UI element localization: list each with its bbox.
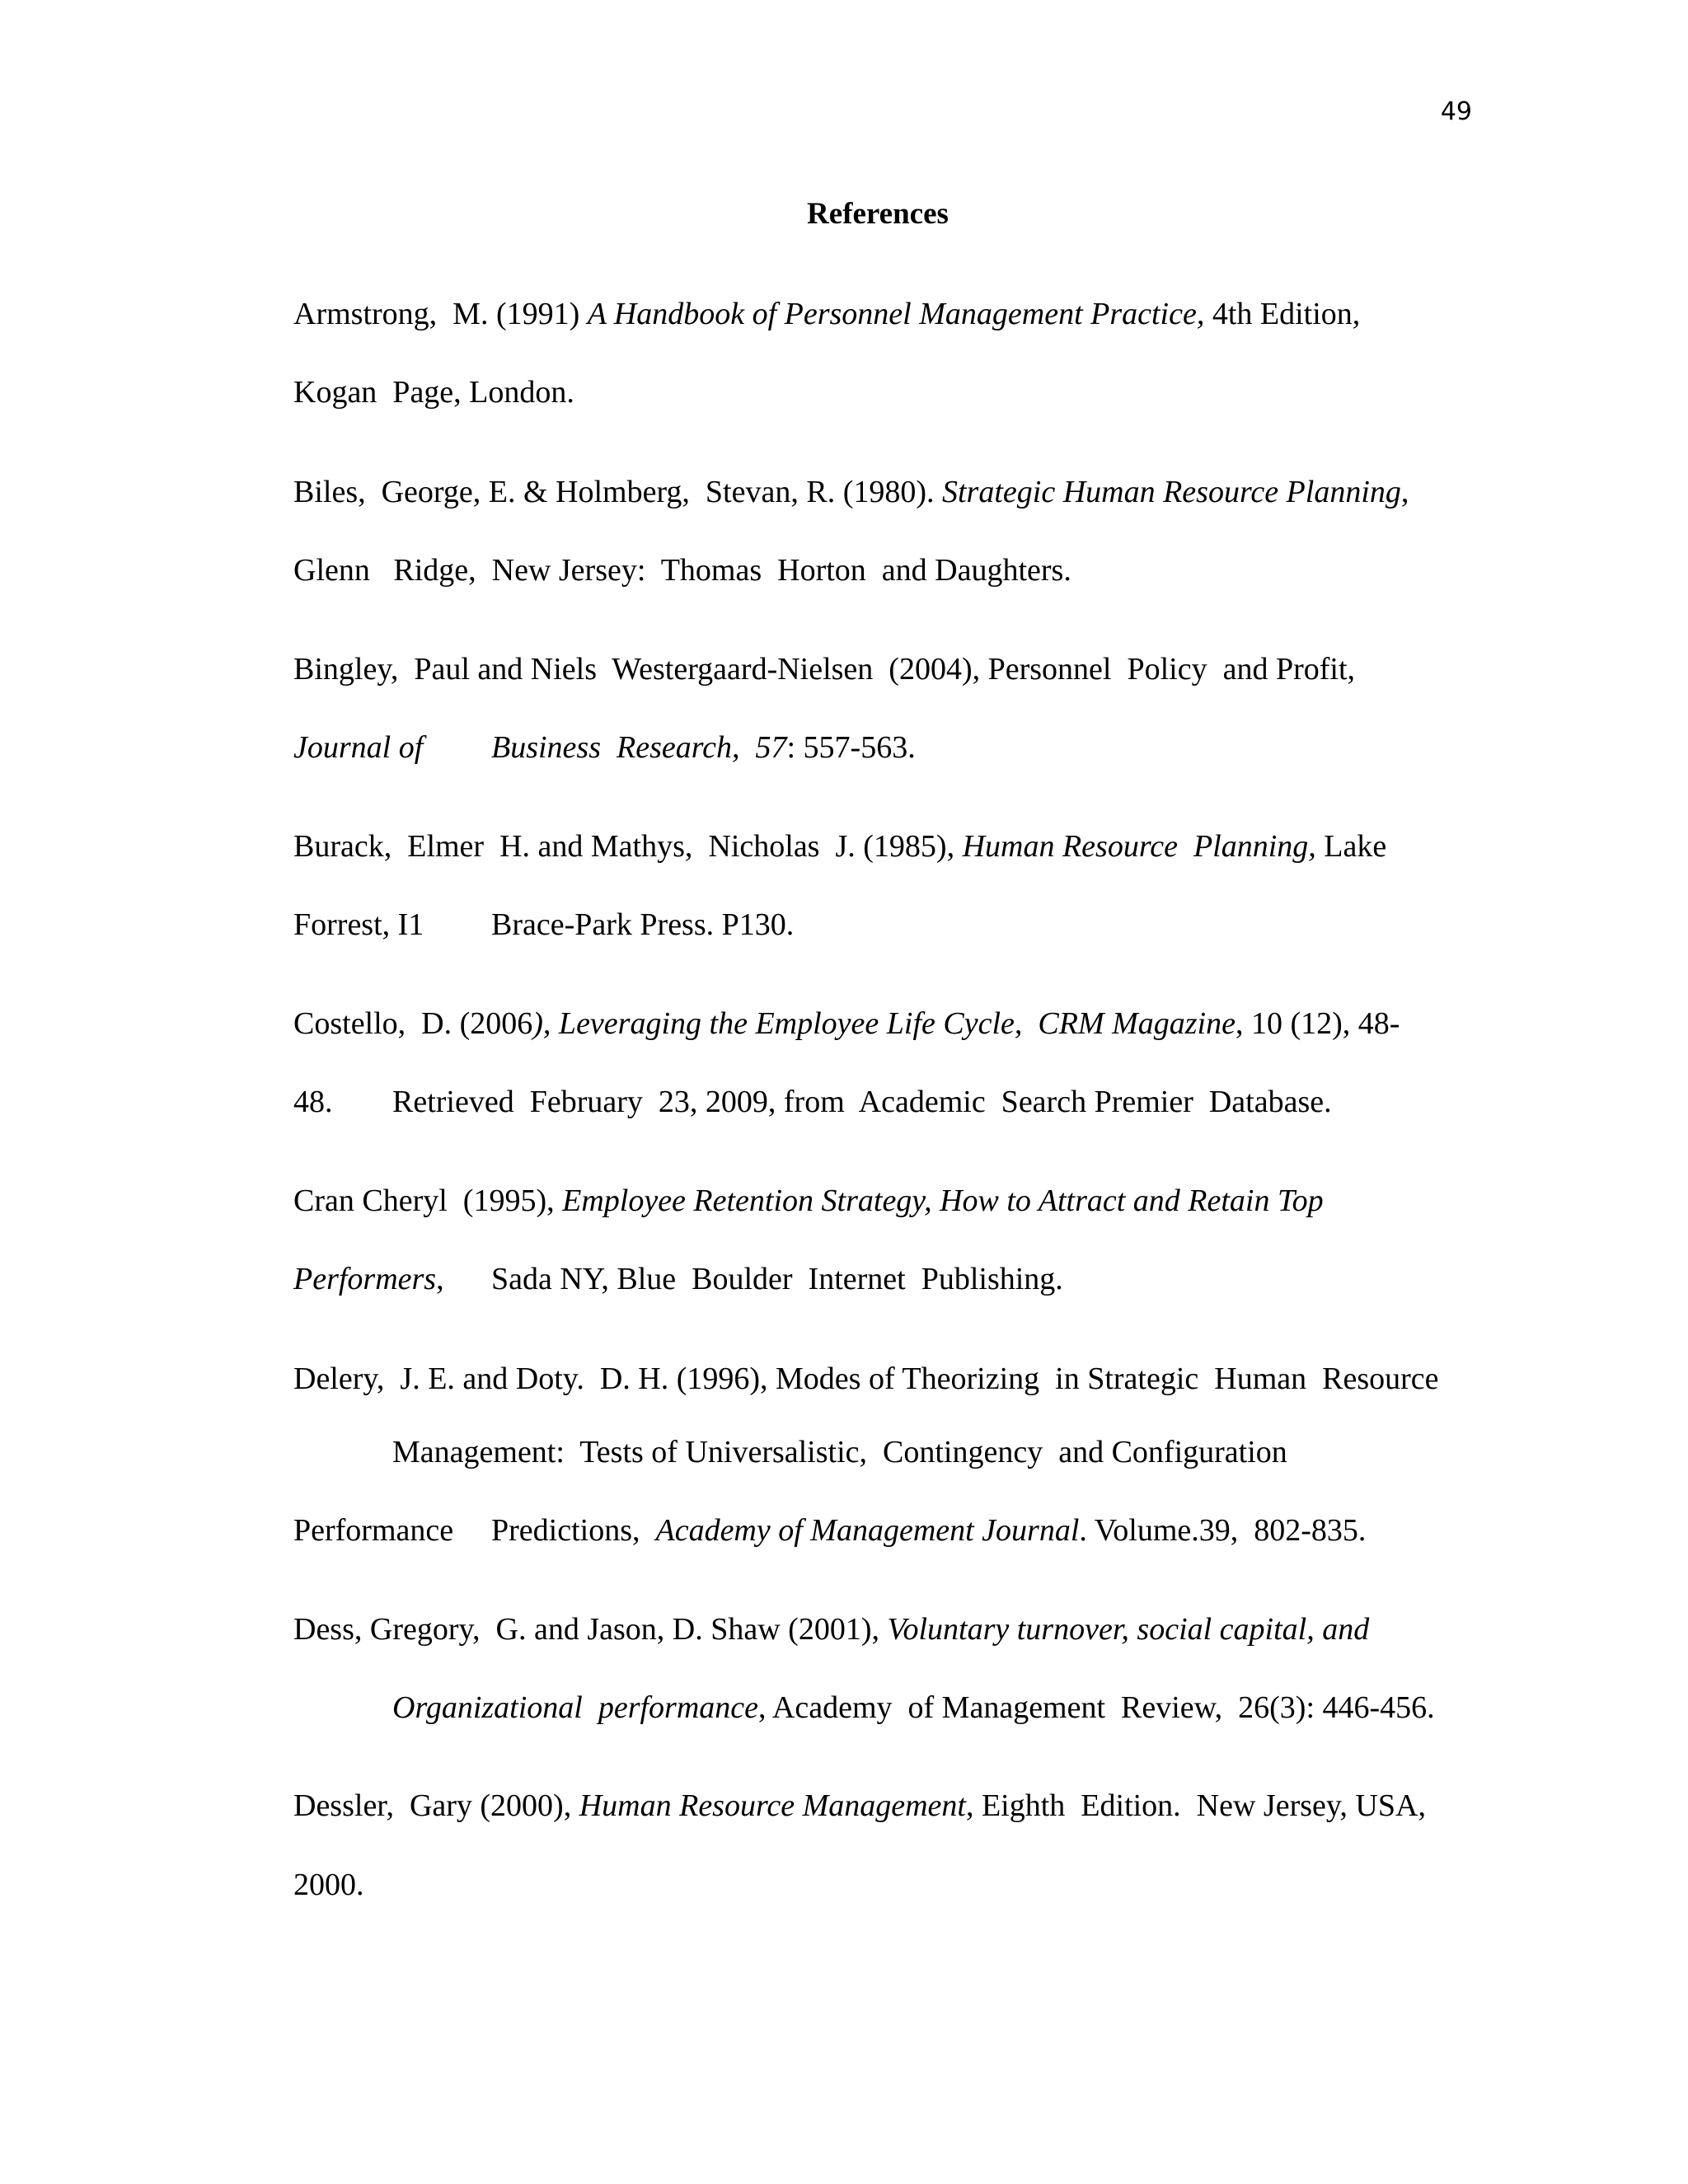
reference-text: Costello, D. (2006 bbox=[293, 1006, 533, 1041]
reference-text: 2000. bbox=[293, 1868, 364, 1902]
reference-text: Cran Cheryl (1995), bbox=[293, 1183, 563, 1218]
page-number: 49 bbox=[1440, 97, 1472, 126]
reference-line bbox=[293, 1790, 1426, 1821]
reference-line bbox=[293, 377, 574, 408]
reference-line bbox=[293, 1185, 1324, 1216]
reference-text: Sada NY, Blue Boulder Internet Publishing. bbox=[491, 1262, 1063, 1296]
reference-line bbox=[293, 1263, 1063, 1295]
reference-text: Glenn Ridge, New Jersey: Thomas Horton and Daughters. bbox=[293, 553, 1071, 588]
reference-text: , 10 (12), 48- bbox=[1235, 1006, 1400, 1041]
reference-text: , Academy of Management Review, 26(3): 446-456. bbox=[758, 1690, 1435, 1725]
reference-text: , bbox=[436, 1262, 444, 1296]
reference-line bbox=[293, 831, 1386, 862]
reference-text: Human Resource Management bbox=[579, 1788, 966, 1823]
reference-text: Performance bbox=[293, 1513, 454, 1548]
reference-text: ), Leveraging the Employee Life Cycle, CRM Magazine bbox=[532, 1006, 1236, 1041]
reference-line bbox=[293, 1008, 1400, 1039]
reference-text: Human Resource Planning, bbox=[962, 829, 1316, 864]
reference-line bbox=[392, 1692, 1435, 1723]
reference-text: Biles, George, E. & Holmberg, Stevan, R. (1980). bbox=[293, 475, 942, 509]
references-heading: References bbox=[807, 197, 949, 231]
reference-text: Management: Tests of Universalistic, Contingency and Configuration bbox=[392, 1435, 1287, 1469]
reference-line bbox=[293, 476, 1409, 508]
reference-line bbox=[392, 1436, 1287, 1468]
reference-text: Delery, J. E. and Doty. D. H. (1996), Modes of Theorizing in Strategic Human Resource bbox=[293, 1361, 1439, 1396]
reference-text: Journal of bbox=[293, 730, 424, 765]
reference-text: Employee Retention Strategy, How to Attract and Retain Top bbox=[562, 1183, 1324, 1218]
reference-text: 48. bbox=[293, 1085, 333, 1119]
reference-line bbox=[293, 909, 794, 940]
reference-line bbox=[293, 298, 1360, 330]
reference-line bbox=[293, 555, 1071, 586]
reference-text: Burack, Elmer H. and Mathys, Nicholas J. (1985), bbox=[293, 829, 963, 864]
reference-text: Bingley, Paul and Niels Westergaard-Nielsen (2004), Personnel Policy and Profit, bbox=[293, 652, 1356, 687]
reference-line bbox=[293, 654, 1355, 685]
reference-text: Voluntary turnover, social capital, and bbox=[887, 1612, 1370, 1647]
reference-text: : 557-563. bbox=[786, 730, 916, 765]
reference-line bbox=[293, 1869, 364, 1900]
reference-text: Strategic Human Resource Planning bbox=[942, 475, 1401, 509]
reference-text: Retrieved February 23, 2009, from Academic Search Premier Database. bbox=[392, 1085, 1332, 1119]
reference-text: 4th Edition, bbox=[1204, 297, 1361, 331]
reference-line bbox=[293, 1614, 1369, 1645]
reference-text: , Eighth Edition. New Jersey, USA, bbox=[965, 1788, 1426, 1823]
reference-text: A Handbook of Personnel Management Practice, bbox=[587, 297, 1205, 331]
reference-text: Armstrong, M. (1991) bbox=[293, 297, 588, 331]
reference-line bbox=[293, 1515, 1366, 1546]
reference-text: Lake bbox=[1315, 829, 1387, 864]
reference-text: Dessler, Gary (2000), bbox=[293, 1788, 579, 1823]
reference-line bbox=[293, 732, 916, 763]
reference-text: Academy of Management Journal bbox=[655, 1513, 1080, 1548]
reference-text: Brace-Park Press. P130. bbox=[491, 907, 795, 942]
reference-text: Kogan Page, London. bbox=[293, 375, 574, 410]
reference-text: Dess, Gregory, G. and Jason, D. Shaw (2001), bbox=[293, 1612, 888, 1647]
reference-text: Predictions, bbox=[491, 1513, 656, 1548]
reference-line bbox=[293, 1363, 1439, 1394]
reference-text: Performers bbox=[293, 1262, 437, 1296]
reference-text: Business Research, 57 bbox=[491, 730, 787, 765]
reference-text: Forrest, I1 bbox=[293, 907, 424, 942]
reference-text: . Volume.39, 802-835. bbox=[1079, 1513, 1367, 1548]
reference-text: , bbox=[1400, 475, 1409, 509]
reference-text: Organizational performance bbox=[392, 1690, 759, 1725]
reference-line bbox=[293, 1086, 1332, 1118]
